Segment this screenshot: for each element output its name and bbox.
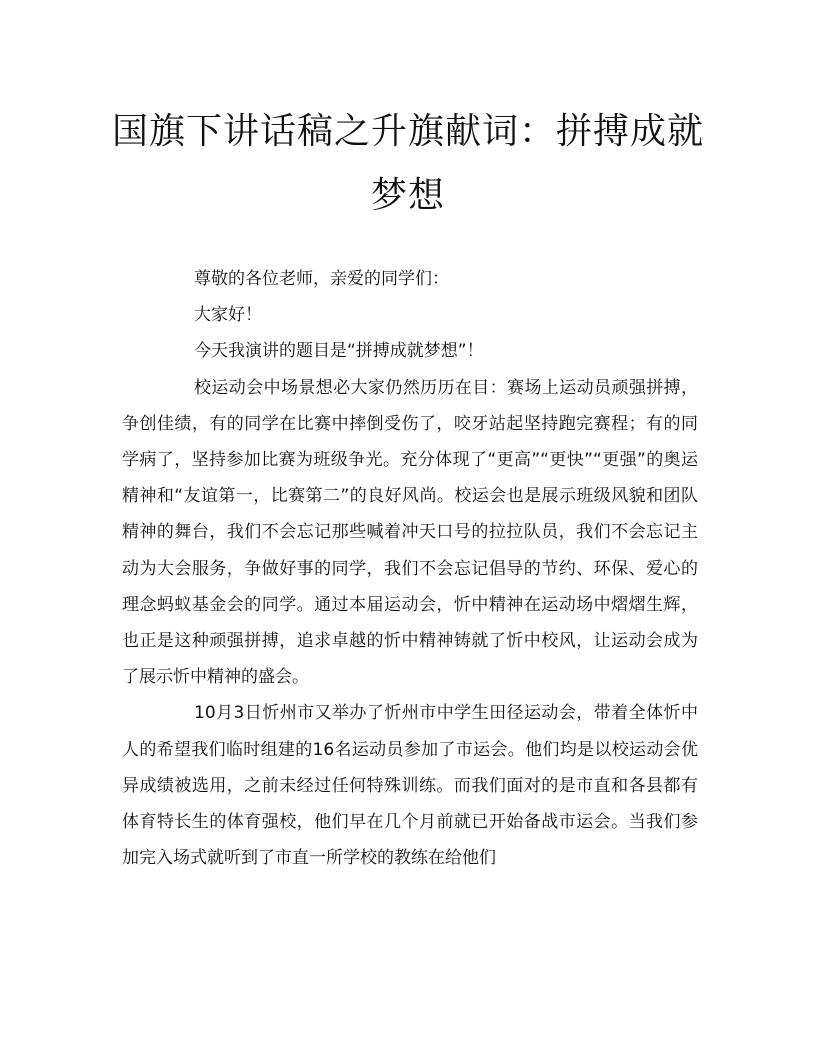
paragraph-school-games: 校运动会中场景想必大家仍然历历在目：赛场上运动员顽强拼搏，争创佳绩，有的同学在比赛中摔倒受伤了，咬牙站起坚持跑完赛程；有的同学病了，坚持参加比赛为班级争光。充分体现了“更高”“更快”“更强”的奥运精神和“友谊第一，比赛第二”的良好风尚。校运会也是展示班级风貌和团队精神的舞台，我们不会忘记那些喊着冲天口号的拉拉队员，我们不会忘记主动为大会服务，争做好事的同学，我们不会忘记倡导的节约、环保、爱心的理念蚂蚁基金会的同学。通过本届运动会，忻中精神在运动场中熠熠生辉，也正是这种顽强拼搏，追求卓越的忻中精神铸就了忻中校风，让运动会成为了展示忻中精神的盛会。 <box>122 377 698 688</box>
paragraph-city-games: 10月3日忻州市又举办了忻州市中学生田径运动会，带着全体忻中人的希望我们临时组建的16名运动员参加了市运会。他们均是以校运动会优异成绩被选用，之前未经过任何特殊训练。而我们面对的是市直和各县都有体育特长生的体育强校，他们早在几个月前就已开始备战市运会。当我们参加完入场式就听到了市直一所学校的教练在给他们 <box>122 703 698 869</box>
paragraph-salutation: 尊敬的各位老师，亲爱的同学们： <box>194 269 449 289</box>
paragraph-greeting: 大家好！ <box>194 305 262 326</box>
paragraph-topic: 今天我演讲的题目是“拼搏成就梦想”！ <box>194 341 484 362</box>
document-body <box>122 261 698 876</box>
page-title: 国旗下讲话稿之升旗献词：拼搏成就梦想 <box>111 111 704 216</box>
